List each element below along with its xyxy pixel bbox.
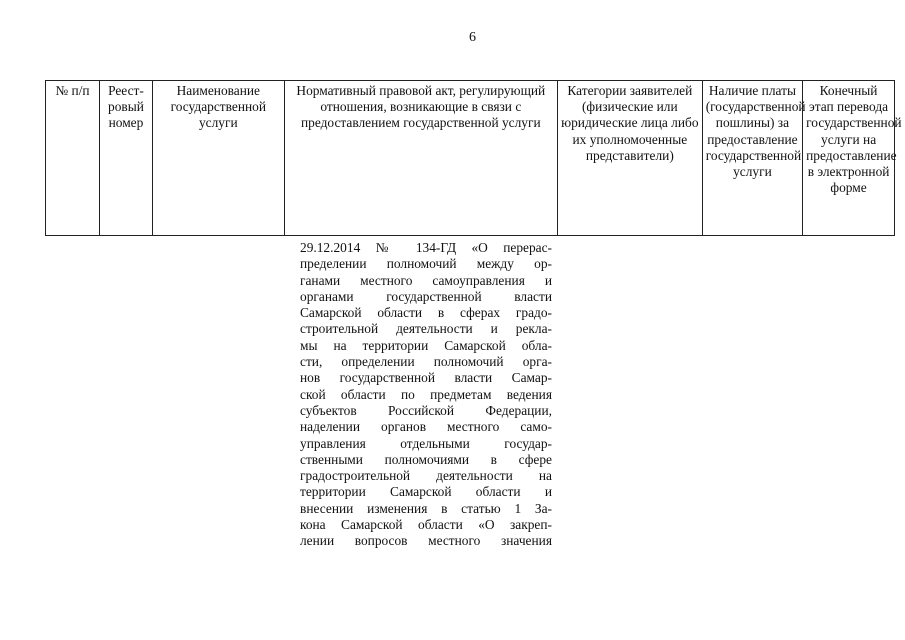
act-line: 29.12.2014 № 134-ГД «О перерас- — [300, 240, 552, 255]
act-line: внесении изменения в статью 1 За- — [300, 500, 552, 516]
act-line: ганами местного самоуправления и — [300, 272, 552, 288]
act-line: строительной деятельности и рекла- — [300, 321, 552, 337]
header-number: № п/п — [46, 81, 100, 236]
header-electronic-stage: Конечный этап перевода государственной услуги на предоставление в электронной форме — [803, 81, 895, 236]
act-line: пределении полномочий между ор- — [300, 256, 552, 272]
legal-act-text — [300, 240, 552, 550]
services-table — [45, 80, 902, 236]
header-fee: Наличие платы (государственной пошлины) за предоставление государственной услуги — [702, 81, 802, 236]
act-line: управления отдельными государ- — [300, 435, 552, 451]
header-applicant-categories: Категории заявителей (физические или юридические лица либо их уполномоченные представители) — [557, 81, 702, 236]
act-line: градостроительной деятельности на — [300, 468, 552, 484]
act-line: территории Самарской области и — [300, 484, 552, 500]
act-line: субъектов Российской Федерации, — [300, 402, 552, 418]
act-line: кона Самарской области «О закреп- — [300, 517, 552, 533]
act-line: наделении органов местного само- — [300, 419, 552, 435]
header-registry-number: Реест-ровый номер — [100, 81, 153, 236]
act-line: органами государственной власти — [300, 288, 552, 304]
act-line: мы на территории Самарской обла- — [300, 337, 552, 353]
table-header-row — [46, 81, 895, 236]
page-number: 6 — [469, 30, 476, 45]
act-line: ственными полномочиями в сфере — [300, 451, 552, 467]
act-line: сти, определении полномочий орга- — [300, 354, 552, 370]
act-line: Самарской области в сферах градо- — [300, 305, 552, 321]
act-line: лении вопросов местного значения — [300, 533, 552, 549]
header-legal-act: Нормативный правовой акт, регулирующий отношения, возникающие в связи с предоставлением государственной услуги — [284, 81, 557, 236]
header-service-name: Наименование государственной услуги — [152, 81, 284, 236]
act-line: ской области по предметам ведения — [300, 386, 552, 402]
act-line: нов государственной власти Самар- — [300, 370, 552, 386]
